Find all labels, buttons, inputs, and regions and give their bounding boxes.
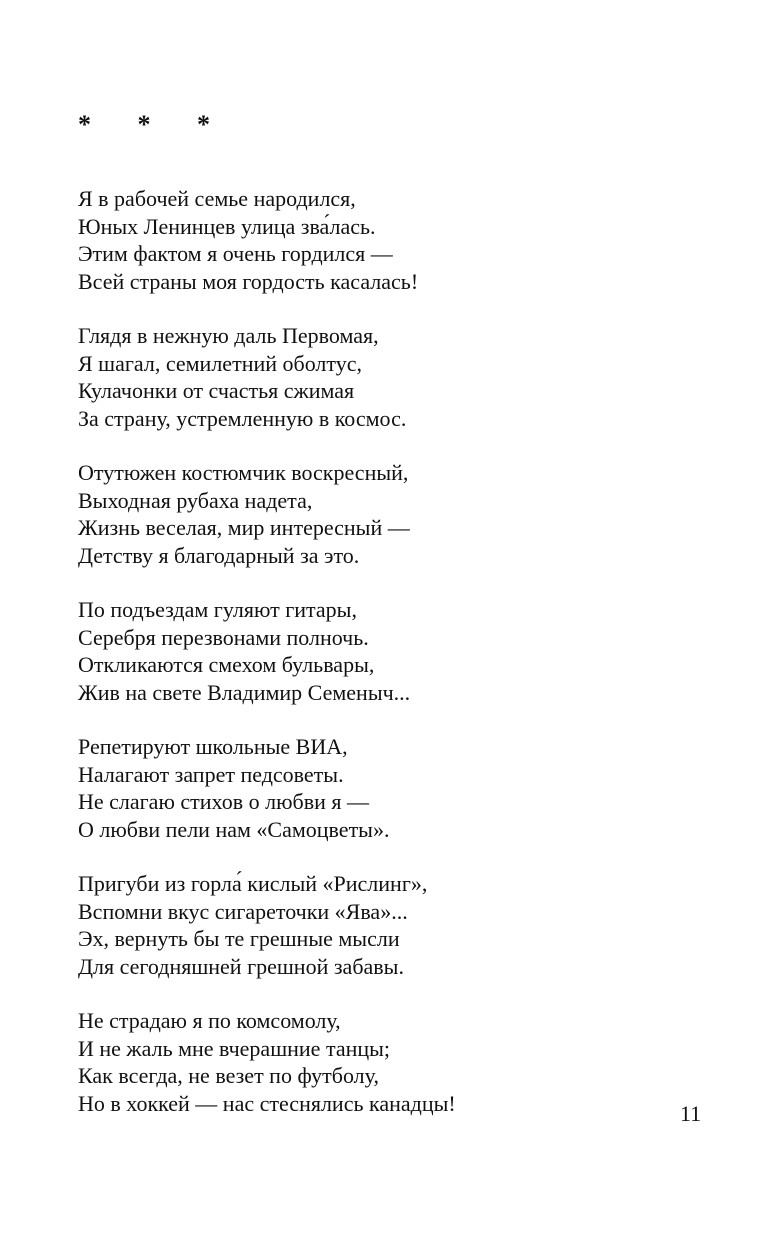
poem-line: Не слагаю стихов о любви я — <box>78 789 369 814</box>
poem-line: Для сегодняшней грешной забавы. <box>78 953 404 979</box>
poem-line: За страну, устремленную в космос. <box>78 405 407 431</box>
poem-line: Налагают запрет педсоветы. <box>78 761 344 787</box>
poem-line: Эх, вернуть бы те грешные мысли <box>78 926 400 951</box>
poem-line: Я в рабочей семье народился, <box>78 186 356 211</box>
poem-line: Серебря перезвонами полночь. <box>78 624 369 650</box>
poem-line: Этим фактом я очень гордился — <box>78 241 393 266</box>
poem-line: Пригуби из горла́ кислый «Рислинг», <box>78 871 428 896</box>
poem-line: Жизнь веселая, мир интересный — <box>78 515 410 540</box>
poem-line: О любви пели нам «Самоцветы». <box>78 816 390 842</box>
poem-line: Откликаются смехом бульвары, <box>78 652 375 677</box>
poem-line: Но в хоккей — нас стеснялись канадцы! <box>78 1090 456 1116</box>
stanza <box>78 459 678 569</box>
page-number: 11 <box>680 1101 702 1126</box>
stanza <box>78 870 678 980</box>
poem-line: И не жаль мне вчерашние танцы; <box>78 1035 391 1061</box>
poem-line: Выходная рубаха надета, <box>78 487 313 513</box>
stanza <box>78 596 678 706</box>
stanza <box>78 1007 678 1117</box>
poem-line: Отутюжен костюмчик воскресный, <box>78 460 409 485</box>
poem-line: Детству я благодарный за это. <box>78 542 360 568</box>
section-separator: * * * <box>78 110 230 139</box>
poem <box>78 185 678 1144</box>
poem-line: Репетируют школьные ВИА, <box>78 734 348 759</box>
poem-line: Глядя в нежную даль Первомая, <box>78 323 379 348</box>
poem-line: Вспомни вкус сигареточки «Ява»... <box>78 898 408 924</box>
stanza <box>78 733 678 843</box>
poem-line: Не страдаю я по комсомолу, <box>78 1008 341 1033</box>
stanza <box>78 322 678 432</box>
poem-line: Жив на свете Владимир Семеныч... <box>78 679 411 705</box>
poem-line: Юных Ленинцев улица зва́лась. <box>78 213 376 239</box>
poem-line: По подъездам гуляют гитары, <box>78 597 357 622</box>
poem-line: Как всегда, не везет по футболу, <box>78 1063 379 1088</box>
poem-line: Кулачонки от счастья сжимая <box>78 378 355 403</box>
stanza <box>78 185 678 295</box>
poem-line: Всей страны моя гордость касалась! <box>78 268 419 294</box>
poem-line: Я шагал, семилетний оболтус, <box>78 350 362 376</box>
